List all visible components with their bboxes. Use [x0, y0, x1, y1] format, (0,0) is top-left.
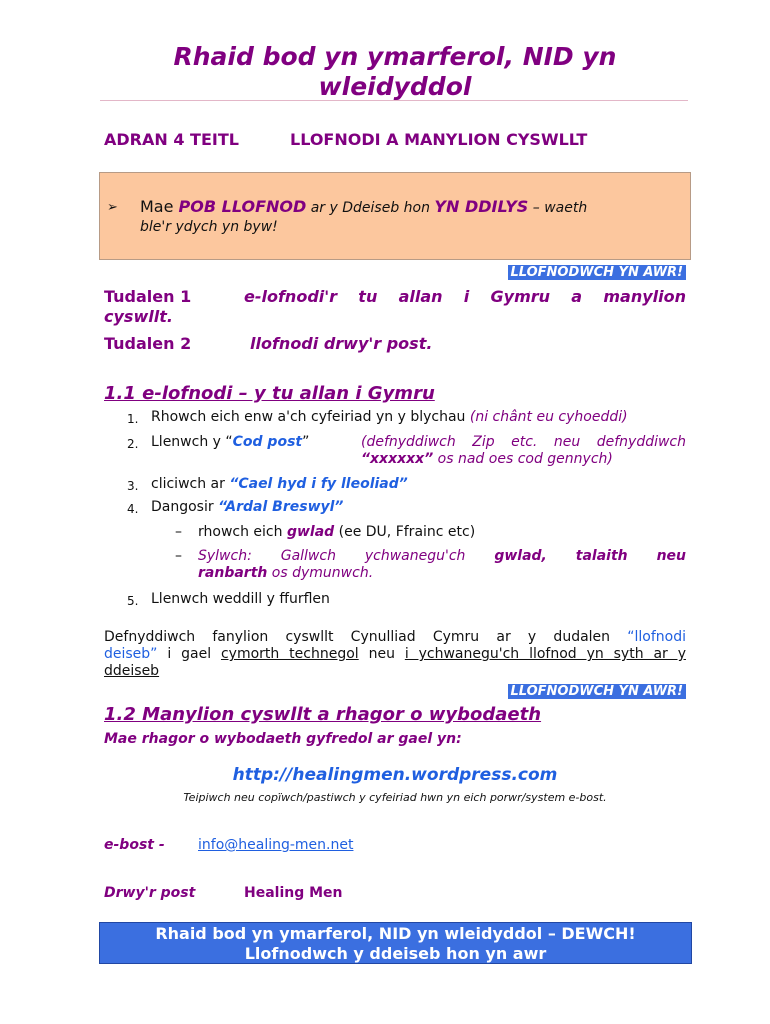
sub-list-item [198, 548, 686, 564]
list-number: 3. [127, 479, 139, 493]
arrow-bullet-icon: ➢ [107, 200, 118, 215]
callout-emph-valid: YN DDILYS [434, 197, 529, 216]
list-item: Llenwch weddill y ffurflen [151, 591, 330, 607]
list-item-note [361, 451, 613, 467]
list-number: 1. [127, 412, 139, 426]
sign-now-link[interactable] [508, 261, 687, 281]
sub-list-dash: – [175, 524, 182, 540]
list-item [151, 409, 628, 425]
list-item-text: Dangosir [151, 499, 219, 515]
section-1-1-heading: 1.1 e-lofnodi – y tu allan i Gymru [104, 383, 435, 404]
postcode-label: Cod post [232, 434, 303, 450]
section-name: LLOFNODI A MANYLION CYSWLLT [290, 130, 588, 149]
sign-now-label: LLOFNODWCH YN AWR! [508, 265, 687, 280]
sign-now-label: LLOFNODWCH YN AWR! [508, 684, 687, 699]
list-item [151, 434, 351, 450]
page-2-label: Tudalen 2 [104, 334, 192, 353]
page-1-label: Tudalen 1 [104, 287, 192, 306]
post-value: Healing Men [244, 885, 343, 901]
callout-pre: Mae [140, 197, 179, 216]
list-item-text: cliciwch ar [151, 476, 230, 492]
footer-line1: Rhaid bod yn ymarferol, NID yn wleidyddol – DEWCH! [155, 924, 636, 943]
page-title: Rhaid bod yn ymarferol, NID yn wleidyddol [173, 42, 617, 101]
section-1-2-heading: 1.2 Manylion cyswllt a rhagor o wybodaeth [104, 704, 542, 725]
url-hint: Teipiwch neu copïwch/pastiwch y cyfeiriad hwn yn eich porwr/system e-bost. [183, 791, 607, 804]
email-link[interactable]: info@healing-men.net [198, 837, 354, 853]
placeholder-code: “xxxxxx” [361, 451, 434, 467]
country-label: gwlad, [494, 548, 547, 564]
page-1-cont: cyswllt. [104, 307, 173, 326]
title-divider [100, 100, 688, 101]
list-item-note: (ni chânt eu cyhoeddi) [469, 409, 628, 425]
list-item [151, 476, 408, 492]
footer-banner [99, 922, 692, 964]
post-label: Drwy'r post [104, 885, 196, 901]
sub-list-item-cont [198, 565, 373, 581]
paragraph-text: Defnyddiwch fanylion cyswllt Cynulliad Cymru ar y dudalen [104, 629, 628, 645]
list-number: 5. [127, 594, 139, 608]
paragraph-text: neu [358, 646, 405, 662]
page-1-text: e-lofnodi'r tu allan i Gymru a manylion [244, 287, 686, 306]
sign-now-link-2[interactable] [508, 680, 687, 700]
add-signature-link-cont[interactable]: ddeiseb [104, 663, 160, 679]
list-number: 2. [127, 437, 139, 451]
paragraph-text: i gael [157, 646, 221, 662]
or-label: neu [656, 548, 686, 564]
sub-list-item [198, 524, 475, 540]
page-2-text: llofnodi drwy'r post. [250, 334, 433, 353]
country-label: gwlad [286, 524, 335, 540]
callout-line [140, 197, 587, 216]
list-number: 4. [127, 502, 139, 516]
footer-line2: Llofnodwch y ddeiseb hon yn awr [244, 944, 547, 963]
list-item-text: Llenwch y “ [151, 434, 233, 450]
website-url[interactable]: http://healingmen.wordpress.com [232, 765, 558, 785]
section-number: ADRAN 4 TEITL [104, 130, 239, 149]
sign-petition-link[interactable]: “llofnodi [627, 629, 686, 645]
list-item-text: Rhowch eich enw a'ch cyfeiriad yn y blychau [151, 409, 470, 425]
list-item [151, 499, 343, 515]
residential-area-label: “Ardal Breswyl” [218, 499, 344, 515]
help-paragraph-line2 [104, 646, 686, 662]
sign-petition-link-cont[interactable]: deiseb” [104, 646, 158, 662]
add-signature-link[interactable]: i ychwanegu'ch llofnod yn syth ar y [404, 646, 686, 662]
callout-post: – waeth [528, 200, 588, 216]
sub-list-text: os dymunwch. [267, 565, 374, 581]
validity-callout [99, 172, 691, 260]
help-paragraph-line1 [104, 629, 686, 645]
list-item-note: (defnyddiwch Zip etc. neu defnyddiwch [361, 434, 686, 450]
list-item-note-rest: os nad oes cod gennych) [433, 451, 613, 467]
quote-mark: ” [302, 434, 310, 450]
region-label: ranbarth [198, 565, 268, 581]
callout-emph-all-signatures: POB LLOFNOD [178, 197, 307, 216]
sub-list-text: (ee DU, Ffrainc etc) [334, 524, 476, 540]
state-label: talaith [575, 548, 628, 564]
sub-list-text: Sylwch: Gallwch ychwanegu'ch [198, 548, 495, 564]
sub-list-dash: – [175, 548, 182, 564]
sub-list-text: rhowch eich [198, 524, 287, 540]
tech-support-link[interactable]: cymorth technegol [220, 646, 359, 662]
more-info-subheading: Mae rhagor o wybodaeth gyfredol ar gael yn: [104, 731, 462, 747]
find-location-label: “Cael hyd i fy lleoliad” [229, 476, 408, 492]
email-label: e-bost - [104, 837, 165, 853]
callout-line2: ble'r ydych yn byw! [140, 219, 278, 235]
callout-mid: ar y Ddeiseb hon [306, 200, 435, 216]
